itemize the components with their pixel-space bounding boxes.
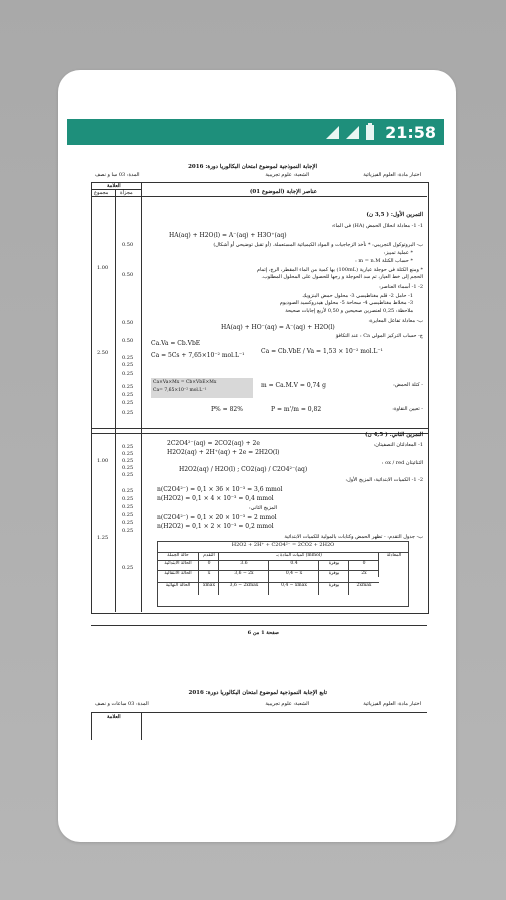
ex2-grade-part: 0.25	[122, 496, 134, 502]
page2-header-duration: المدة: 03 ساعات و نصف	[95, 701, 149, 707]
ex1-equation-mass: m = Ca.M.V = 0,74 g	[261, 382, 326, 389]
ex1-line-14: - تعيين النقاوة:	[392, 406, 423, 412]
ex1-line-6: الحجم إلى خط العيار، تم سد الحوجلة و رجها للحصول على المحلول المطلوب.	[261, 274, 423, 280]
ex2-grade-part: 0.25	[122, 512, 134, 518]
part-column-header: مجزأة	[120, 190, 133, 196]
ex2-progress-table	[157, 541, 409, 607]
ex1-equation-dissociation: HA(aq) + H2O(l) = A⁻(aq) + H3O⁺(aq)	[169, 232, 287, 239]
ex2-grade-part: 0.25	[122, 458, 134, 464]
table-row-final-excess: بوفرة	[318, 582, 349, 595]
ex2-grade-part: 0.25	[122, 520, 134, 526]
doc-header-branch: الشعبة: علوم تجريبية	[265, 172, 309, 178]
ex1-line-13: - كتلة الحمض:	[393, 382, 423, 388]
table-row-intermediate-label: الحالة الانتقالية	[158, 570, 198, 583]
ex1-line-1: 1- 1- معادلة انحلال الحمض (HA) في الماء:	[331, 223, 423, 229]
ex2-grade-part: 0.25	[122, 472, 134, 478]
ex2-line-2: الثنائيتان ox / red :	[381, 460, 423, 466]
ex1-grade-part: 0.50	[122, 320, 134, 326]
table-row-initial-h2o2: 0.4	[268, 560, 319, 571]
table-row-intermediate-x: x	[198, 570, 219, 583]
page-number-footer: صفحة 1 من 6	[247, 630, 279, 636]
page2-frame-left	[91, 712, 92, 740]
table-row-intermediate-h2o2: 0,4 − x	[268, 570, 319, 583]
total-column-header: مجموع	[94, 190, 109, 196]
ex2-equation-couples: H2O2(aq) / H2O(l) ; CO2(aq) / C2O4²⁻(aq)	[179, 466, 308, 473]
ex2-equation-n2: n(H2O2) = 0,1 × 4 × 10⁻³ = 0,4 mmol	[157, 495, 274, 502]
ex1-grade-total: 2.50	[97, 350, 109, 356]
ex1-grade-part: 0.25	[122, 362, 134, 368]
ex1-equation-purity-percent: P% = 82%	[211, 406, 243, 413]
table-row-final-x: xmax	[198, 582, 219, 595]
table-row-final-c2o4: 3,6 − 2xmax	[218, 582, 269, 595]
grade-subcolumn-divider	[115, 189, 116, 432]
table-row-final-label: الحالة النهائية	[158, 582, 198, 595]
table-row-initial-x: 0	[198, 560, 219, 571]
ex1-equation-ca: Ca = Cb.VbE / Va = 1,53 × 10⁻² mol.L⁻¹	[261, 348, 383, 355]
ex2-grade-total: 1.25	[97, 535, 109, 541]
page2-header-branch: الشعبة: علوم تجريبية	[265, 701, 309, 707]
table-row-intermediate-excess: بوفرة	[318, 570, 349, 583]
ex1-grade-part: 0.50	[122, 338, 134, 344]
exercise-1-title: التمرين الأول: ( 3,5 ن)	[366, 212, 423, 218]
ex1-grade-part: 0.50	[122, 272, 134, 278]
ex2-grade-divider	[141, 428, 142, 612]
ex1-equation-purity: P = m'/m = 0,82	[271, 406, 322, 413]
ex2-grade-part: 0.25	[122, 565, 134, 571]
table-header-quantities: كميات المادة بـ (mmol)	[218, 552, 379, 561]
exercise-2-title: التمرين الثاني: ( 4,5 ن)	[365, 432, 423, 438]
page2-header-title: تابع الإجابة النموذجية لموضوع امتحان البكالوريا دورة: 2016	[188, 690, 327, 696]
status-icons	[326, 123, 436, 142]
ex2-equation-n1: n(C2O4²⁻) = 0,1 × 36 × 10⁻³ = 3,6 mmol	[157, 486, 283, 493]
table-row-final-h2o2: 0,4 − xmax	[268, 582, 319, 595]
table-row-intermediate-co2: 2x	[348, 570, 379, 583]
ex1-line-8: 1- حامل 2- قلم مغناطيسي 3- محلول حمض البنزويك	[302, 293, 413, 299]
table-row-initial-co2: 0	[348, 560, 379, 571]
doc-header-subject: اختبار مادة: العلوم الفيزيائية	[363, 172, 421, 178]
ex2-grade-subdivider	[115, 428, 116, 612]
table-header-advance: التقدم	[198, 552, 219, 561]
status-time: 21:58	[385, 123, 436, 142]
footer-line	[91, 625, 427, 626]
ex1-line-3: * عملية تمييز:	[383, 250, 413, 256]
ex1-equation-ca-2: Ca = 5Cs + 7,65×10⁻² mol.L⁻¹	[151, 352, 245, 359]
ex2-grade-part: 0.25	[122, 488, 134, 494]
ex2-grade-part: 0.25	[122, 444, 134, 450]
ex2-equation-n4: n(H2O2) = 0,1 × 2 × 10⁻³ = 0,2 mmol	[157, 523, 274, 530]
ex1-line-5: * ومنع الكتلة في حوجلة عيارية (100mL) بها كمية من الماء المقطر، الرج، إتمام	[256, 267, 423, 273]
grade-column-divider	[141, 182, 142, 432]
ex2-grade-part: 0.25	[122, 504, 134, 510]
doc-header-duration: المدة: 03 سا و نصف	[95, 172, 140, 178]
ex1-line-10: ملاحظة: 0,25 لعنصرين صحيحين و 0,50 لأربع إجابات صحيحة	[285, 308, 413, 314]
ex1-grade-total: 1.00	[97, 265, 109, 271]
signal-icon	[346, 126, 359, 139]
ex1-grade-part: 0.25	[122, 400, 134, 406]
ex1-line-12: ج- حساب التركيز المولي Ca : عند التكافؤ	[335, 333, 423, 339]
ex2-equation-oxidation: 2C2O4²⁻(aq) = 2CO2(aq) + 2e	[167, 440, 260, 447]
page2-grade-header: العلامة	[107, 714, 121, 720]
ex1-line-9: 3- مخلاط مغناطيسي 4- سحاحة 5- محلول هيدروكسيد الصوديوم	[279, 300, 413, 306]
table-header-equation: المعادلة	[378, 552, 409, 577]
ex1-gray-note-2: Ca= 7,65×10⁻² mol.L⁻¹	[153, 388, 207, 393]
ex1-grade-part: 0.25	[122, 384, 134, 390]
table-row-initial-excess: بوفرة	[318, 560, 349, 571]
ex1-line-2: ب- البروتوكول التجريبي: * نأخذ الزجاجيات و المواد الكيميائية المستعملة. (أو تقبل توضيحي أو أشكال)	[213, 242, 423, 248]
exam-document-page[interactable]	[91, 160, 427, 740]
ex2-grade-part: 0.25	[122, 528, 134, 534]
table-row-intermediate-c2o4: 3,6 − 2x	[218, 570, 269, 583]
ex2-equation-n3: n(C2O4²⁻) = 0,1 × 20 × 10⁻³ = 2 mmol	[157, 514, 277, 521]
ex1-line-7: 2- 1- أسماء العناصر:	[379, 284, 423, 290]
ex1-grade-part: 0.25	[122, 392, 134, 398]
doc-header-title: الإجابة النموذجية لموضوع امتحان البكالوريا دورة: 2016	[188, 164, 317, 170]
table-equation-row: H2O2 + 2H⁺ + C2O4²⁻ = 2CO2 + 2H2O	[231, 542, 335, 548]
ex1-grade-part: 0.25	[122, 355, 134, 361]
ex2-line-3: 2- 1- الكميات الابتدائية: المزيج الأول:	[345, 477, 423, 483]
ex1-grade-part: 0.25	[122, 371, 134, 377]
header-bottom-line	[91, 196, 427, 197]
status-bar	[67, 119, 444, 145]
table-header-state: حالة الجملة	[158, 552, 198, 561]
ex2-equation-reduction: H2O2(aq) + 2H⁺(aq) + 2e = 2H2O(l)	[167, 449, 280, 456]
battery-icon	[366, 125, 374, 140]
page2-grade-divider	[141, 712, 142, 740]
ex1-line-11: ب- معادلة تفاعل المعايرة:	[368, 318, 423, 324]
ex1-equation-titration: HA(aq) + HO⁻(aq) = A⁻(aq) + H2O(l)	[221, 324, 335, 331]
table-row-final-co2: 2xmax	[348, 582, 379, 595]
wifi-icon	[326, 126, 339, 139]
ex1-gray-note-1: Ca×Va×Mx = Cb×VbE×Mx	[153, 380, 217, 385]
ex2-grade-total: 1.00	[97, 458, 109, 464]
table-row-initial-c2o4: 3.6	[218, 560, 269, 571]
ex1-grade-part: 0.50	[122, 242, 134, 248]
page2-header-subject: اختبار مادة: العلوم الفيزيائية	[363, 701, 421, 707]
ex2-grade-part: 0.25	[122, 451, 134, 457]
ex2-line-4: المزيج الثاني:	[249, 505, 277, 511]
answer-elements-title: عناصر الإجابة (الموضوع 01)	[249, 189, 317, 195]
grade-column-header: العلامة	[107, 183, 121, 189]
table-row-initial-label: الحالة الابتدائية	[158, 560, 198, 571]
ex2-line-1: 1- المعادلتان النصفيتان:	[373, 442, 423, 448]
ex2-grade-part: 0.25	[122, 465, 134, 471]
ex1-line-4: * حساب الكتلة m = n.M :	[355, 258, 413, 264]
ex2-line-5: ب- جدول التقدم: - تظهر الحمض وكتابات بالمولية للكميات الابتدائية	[284, 534, 423, 540]
ex1-grade-part: 0.25	[122, 410, 134, 416]
ex1-equation-equivalence: Ca.Va = Cb.VbE	[151, 340, 201, 347]
